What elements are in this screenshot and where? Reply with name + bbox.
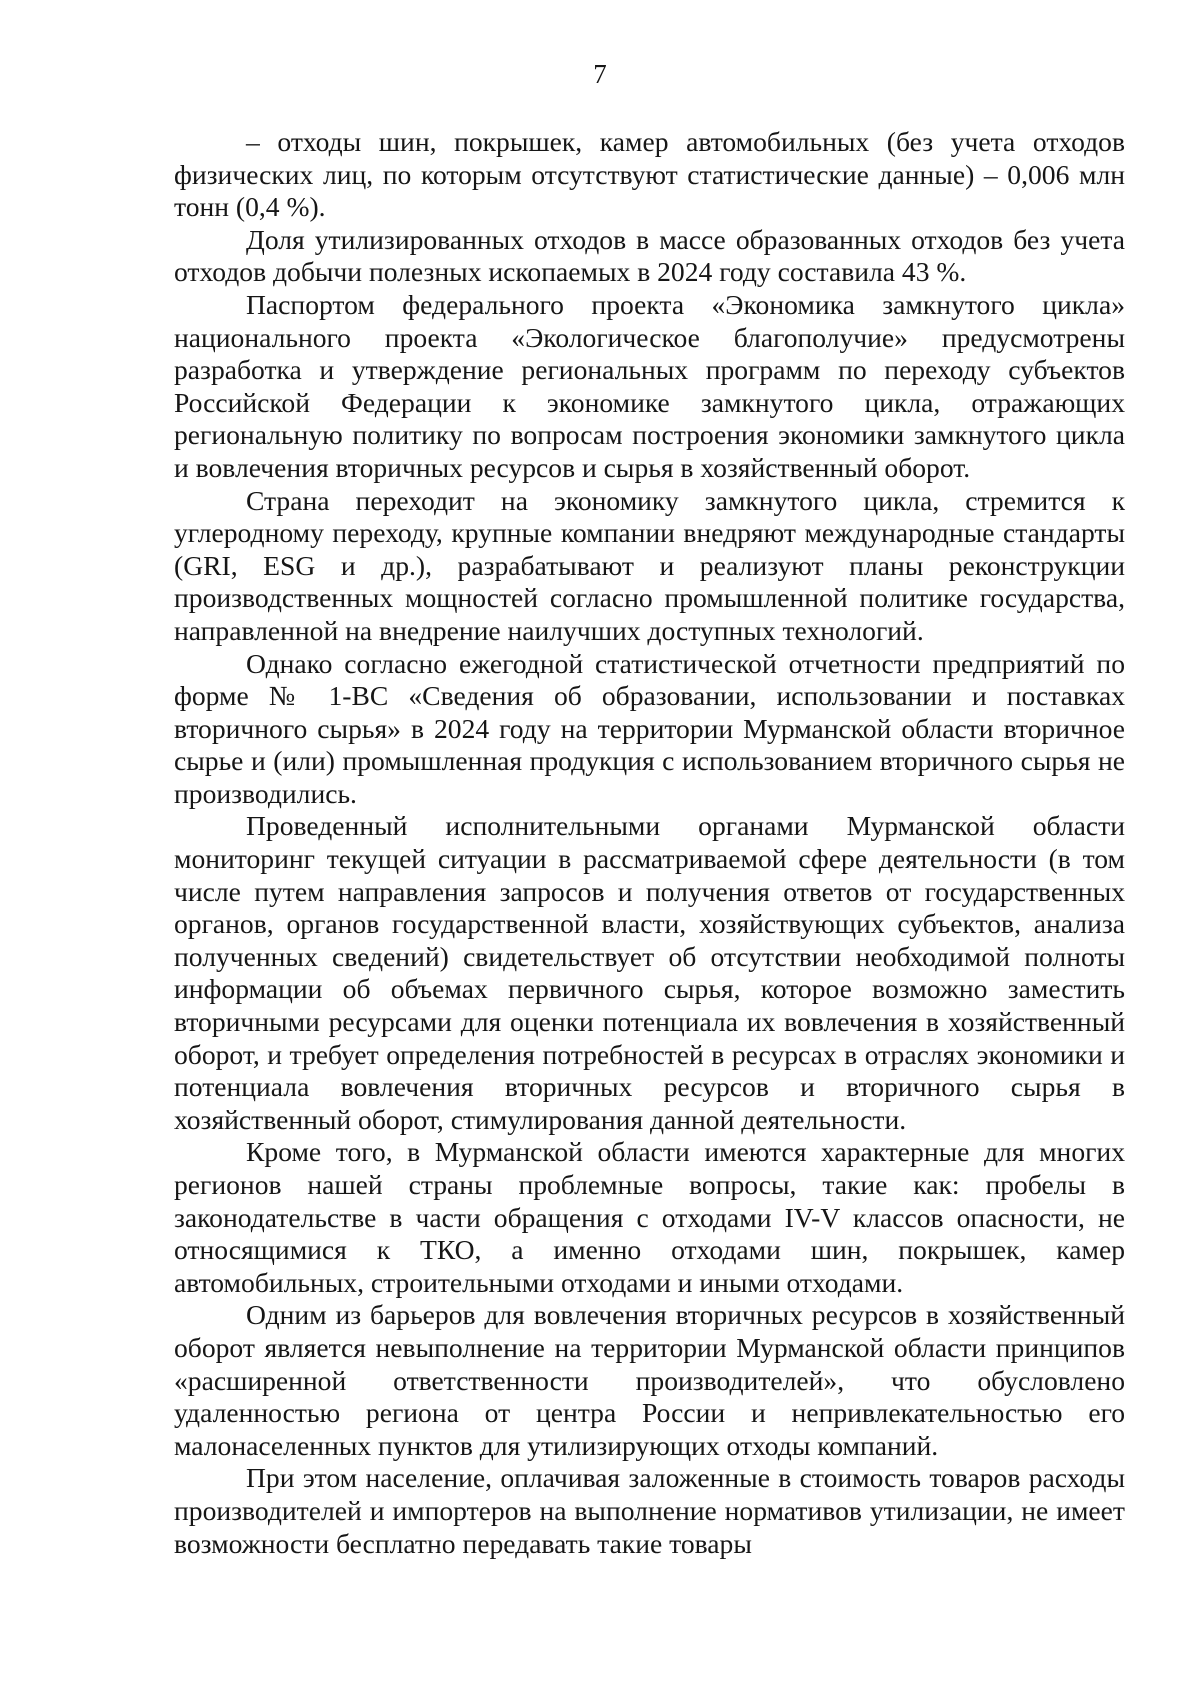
paragraph-problem-issues: Кроме того, в Мурманской области имеются характерные для многих регионов нашей страны проблемные вопросы, такие как: пробелы в законодательстве в части обращения с отходами IV-V классов опасности, не относящимися к ТКО, а именно отходами шин, покрышек, камер автомобильных, строительными отходами и иными отходами. bbox=[174, 1136, 1125, 1298]
paragraph-circular-economy: Страна переходит на экономику замкнутого цикла, стремится к углеродному переходу, крупные компании внедряют международные стандарты (GRI, ESG и др.), разрабатывают и реализуют планы реконструкции производственных мощностей согласно промышленной политике государства, направленной на внедрение наилучших доступных технологий. bbox=[174, 484, 1125, 646]
paragraph-statistics-1vs: Однако согласно ежегодной статистической отчетности предприятий по форме № 1-ВС «Сведения об образовании, использовании и поставках вторичного сырья» в 2024 году на территории Мурманской области вторичное сырье и (или) промышленная продукция с использованием вторичного сырья не производились. bbox=[174, 647, 1125, 809]
paragraph-tire-waste: – отходы шин, покрышек, камер автомобильных (без учета отходов физических лиц, по которым отсутствуют статистические данные) – 0,006 млн тонн (0,4 %). bbox=[174, 126, 1125, 223]
document-body bbox=[174, 126, 1125, 1560]
paragraph-federal-project: Паспортом федерального проекта «Экономика замкнутого цикла» национального проекта «Экологическое благополучие» предусмотрены разработка и утверждение региональных программ по переходу субъектов Российской Федерации к экономике замкнутого цикла, отражающих региональную политику по вопросам построения экономики замкнутого цикла и вовлечения вторичных ресурсов и сырья в хозяйственный оборот. bbox=[174, 288, 1125, 483]
page-number: 7 bbox=[593, 59, 607, 89]
paragraph-monitoring: Проведенный исполнительными органами Мурманской области мониторинг текущей ситуации в рассматриваемой сфере деятельности (в том числе путем направления запросов и получения ответов от государственных органов, органов государственной власти, хозяйствующих субъектов, анализа полученных сведений) свидетельствует об отсутствии необходимой полноты информации об объемах первичного сырья, которое возможно заместить вторичными ресурсами для оценки потенциала их вовлечения в хозяйственный оборот, и требует определения потребностей в ресурсах в отраслях экономики и потенциала вовлечения вторичных ресурсов и вторичного сырья в хозяйственный оборот, стимулирования данной деятельности. bbox=[174, 810, 1125, 1135]
paragraph-barriers: Одним из барьеров для вовлечения вторичных ресурсов в хозяйственный оборот является невыполнение на территории Мурманской области принципов «расширенной ответственности производителей», что обусловлено удаленностью региона от центра России и непривлекательностью его малонаселенных пунктов для утилизирующих отходы компаний. bbox=[174, 1299, 1125, 1461]
paragraph-population: При этом население, оплачивая заложенные в стоимость товаров расходы производителей и импортеров на выполнение нормативов утилизации, не имеет возможности бесплатно передавать такие товары bbox=[174, 1462, 1125, 1559]
paragraph-utilized-share: Доля утилизированных отходов в массе образованных отходов без учета отходов добычи полезных ископаемых в 2024 году составила 43 %. bbox=[174, 223, 1125, 288]
